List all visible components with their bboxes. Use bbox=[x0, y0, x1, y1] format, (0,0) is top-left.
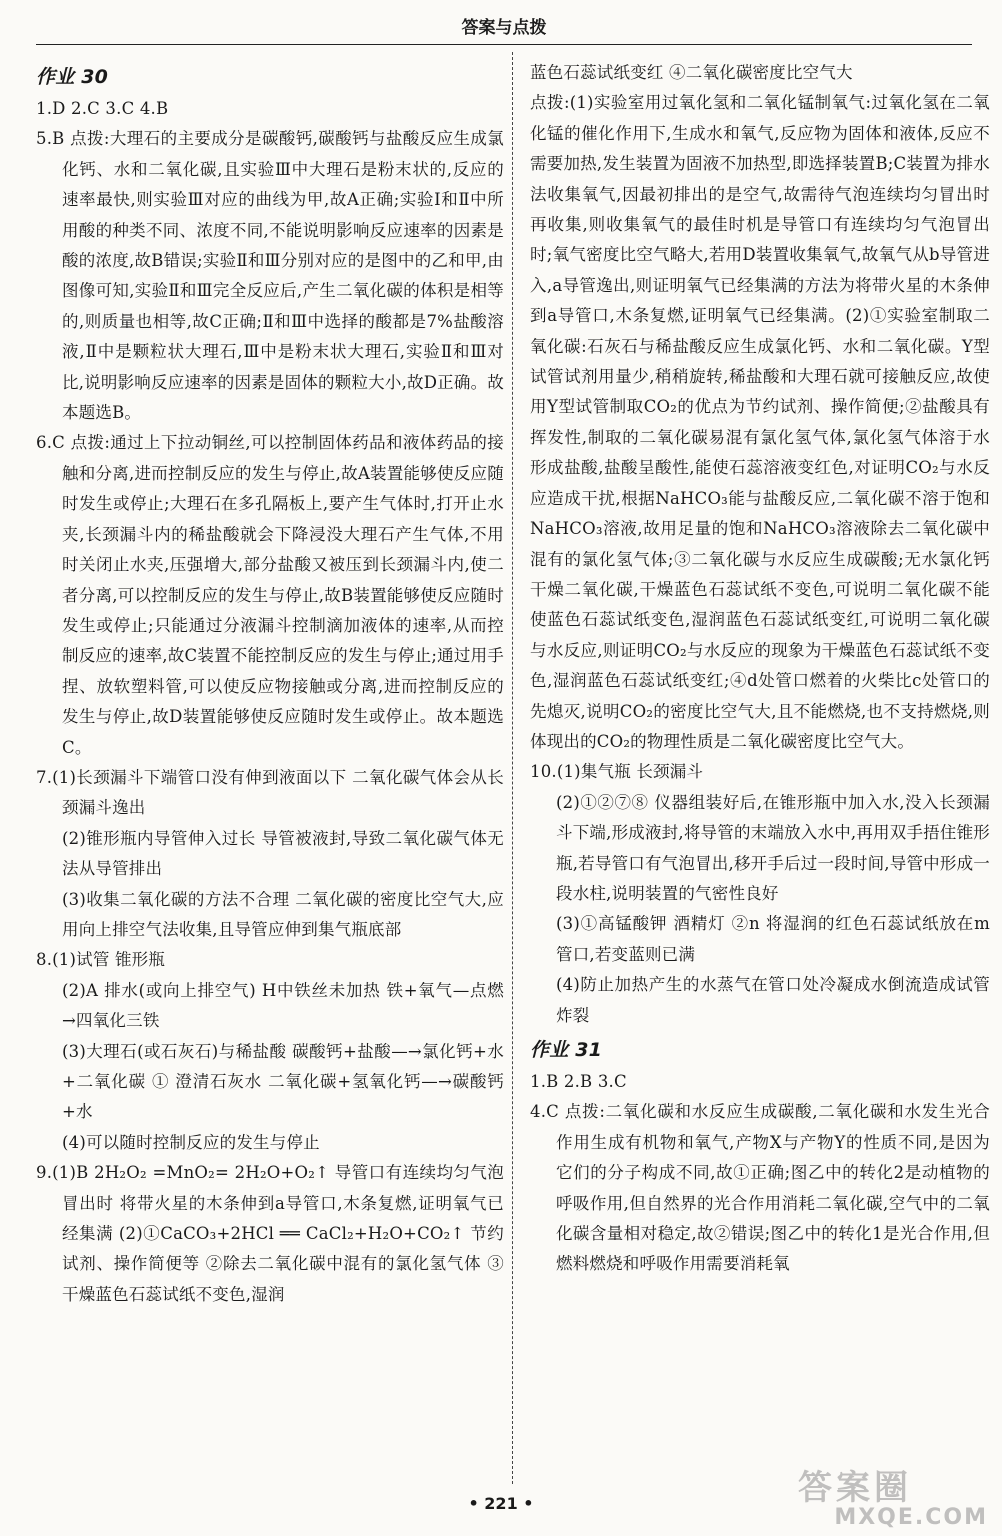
answer-subitem: (4)防止加热产生的水蒸气在管口处冷凝成水倒流造成试管炸裂 bbox=[556, 975, 990, 1025]
page-number: • 221 • bbox=[468, 1494, 534, 1513]
answer-paragraph: 蓝色石蕊试纸变红 ④二氧化碳密度比空气大 bbox=[530, 63, 853, 82]
header-title: 答案与点拨 bbox=[461, 18, 547, 38]
answer-subitem: (4)可以随时控制反应的发生与停止 bbox=[62, 1132, 320, 1152]
answer-paragraph: 1.D 2.C 3.C 4.B bbox=[36, 99, 169, 118]
section-heading: 作业 30 bbox=[36, 66, 109, 88]
answer-paragraph: 点拨:(1)实验室用过氧化氢和二氧化锰制氧气:过氧化氢在二氧化锰的催化作用下,生成水和氧气,反应物为固体和液体,反应不需要加热,发生装置为固液不加热型,即选择装置B;C装置为排水法收集氧气,因最初排出的是空气,故需待气泡连续均匀冒出时再收集,则收集氧气的最佳时机是导管口有连续均匀气泡冒出时;氧气密度比空气略大,若用D装置收集氧气,故氧气从b导管进入,a导管逸出,则证明氧气已经集满的方法为将带火星的木条伸到a导管口,木条复燃,证明氧气已经集满。(2)①实验室制取二氧化碳:石灰石与稀盐酸反应生成氯化钙、水和二氧化碳。Y型试管试剂用量少,稍稍旋转,稀盐酸和大理石就可接触反应,故使用Y型试管制取CO₂的优点为节约试剂、操作简便;②盐酸具有挥发性,制取的二氧化碳易混有氯化氢气体,氯化氢气体溶于水形成盐酸,盐酸呈酸性,能使石蕊溶液变红色,对证明CO₂与水反应造成干扰,根据NaHCO₃能与盐酸反应,二氧化碳不溶于饱和NaHCO₃溶液,故用足量的饱和NaHCO₃溶液除去二氧化碳中混有的氯化氢气体;③二氧化碳与水反应生成碳酸;无水氯化钙干燥二氧化碳,干燥蓝色石蕊试纸不变色,可说明二氧化碳不能使蓝色石蕊试纸变色,湿润蓝色石蕊试纸变红,可说明二氧化碳与水反应,则证明CO₂与水反应的现象为干燥蓝色石蕊试纸不变色,湿润蓝色石蕊试纸变红;④d处管口燃着的火柴比c处管口的先熄灭,说明CO₂的密度比空气大,且不能燃烧,也不支持燃烧,则体现出的CO₂的物理性质是二氧化碳密度比空气大。 bbox=[530, 93, 990, 751]
answer-subitem: (2)A 排水(或向上排空气) H中铁丝未加热 铁+氧气—点燃→四氧化三铁 bbox=[62, 980, 504, 1031]
answer-item: 10.(1)集气瓶 长颈漏斗 bbox=[530, 762, 704, 782]
answer-item: 8.(1)试管 锥形瓶 bbox=[36, 950, 166, 970]
left-column bbox=[36, 58, 504, 1310]
watermark-cn: 答案圈 bbox=[798, 1468, 912, 1508]
answer-item: 7.(1)长颈漏斗下端管口没有伸到液面以下 二氧化碳气体会从长颈漏斗逸出 bbox=[36, 767, 504, 818]
watermark-en: MXQE.COM bbox=[834, 1505, 988, 1530]
answer-subitem: (3)①高锰酸钾 酒精灯 ②n 将湿润的红色石蕊试纸放在m管口,若变蓝则已满 bbox=[556, 914, 990, 964]
answer-subitem: (3)大理石(或石灰石)与稀盐酸 碳酸钙+盐酸—→氯化钙+水+二氧化碳 ① 澄清石灰水 二氧化碳+氢氧化钙—→碳酸钙+水 bbox=[62, 1041, 504, 1122]
answer-paragraph: 1.B 2.B 3.C bbox=[530, 1072, 627, 1091]
page-header bbox=[36, 14, 972, 45]
answer-item: 4.C 点拨:二氧化碳和水反应生成碳酸,二氧化碳和水发生光合作用生成有机物和氧气,产物X与产物Y的性质不同,是因为它们的分子构成不同,故①正确;图乙中的转化2是动植物的呼吸作用,但自然界的光合作用消耗二氧化碳,空气中的二氧化碳含量相对稳定,故②错误;图乙中的转化1是光合作用,但燃料燃烧和呼吸作用需要消耗氧 bbox=[530, 1102, 990, 1274]
answer-subitem: (3)收集二氧化碳的方法不合理 二氧化碳的密度比空气大,应用向上排空气法收集,且导管应伸到集气瓶底部 bbox=[62, 889, 504, 939]
answer-subitem: (2)①②⑦⑧ 仪器组装好后,在锥形瓶中加入水,没入长颈漏斗下端,形成液封,将导管的末端放入水中,再用双手捂住锥形瓶,若导管口有气泡冒出,移开手后过一段时间,导管中形成一段水柱,说明装置的气密性良好 bbox=[556, 792, 990, 903]
answer-subitem: (2)锥形瓶内导管伸入过长 导管被液封,导致二氧化碳气体无法从导管排出 bbox=[62, 828, 504, 879]
column-divider bbox=[512, 52, 513, 1484]
right-column bbox=[530, 58, 990, 1280]
watermark bbox=[798, 1470, 988, 1530]
answer-item: 5.B 点拨:大理石的主要成分是碳酸钙,碳酸钙与盐酸反应生成氯化钙、水和二氧化碳,且实验Ⅲ中大理石是粉末状的,反应的速率最快,则实验Ⅲ对应的曲线为甲,故A正确;实验Ⅰ和Ⅱ中所用酸的种类不同、浓度不同,不能说明影响反应速率的因素是酸的浓度,故B错误;实验Ⅱ和Ⅲ分别对应的是图中的乙和甲,由图像可知,实验Ⅱ和Ⅲ完全反应后,产生二氧化碳的体积是相等的,则质量也相等,故C正确;Ⅱ和Ⅲ中选择的酸都是7%盐酸溶液,Ⅱ中是颗粒状大理石,Ⅲ中是粉末状大理石,实验Ⅱ和Ⅲ对比,说明影响反应速率的因素是固体的颗粒大小,故D正确。故本题选B。 bbox=[36, 129, 504, 423]
answer-item: 9.(1)B 2H₂O₂ =MnO₂= 2H₂O+O₂↑ 导管口有连续均匀气泡冒出时 将带火星的木条伸到a导管口,木条复燃,证明氧气已经集满 (2)①CaCO₃+2HCl ══ CaCl₂+H₂O+CO₂↑ 节约试剂、操作简便等 ②除去二氧化碳中混有的氯化氢气体 ③干燥蓝色石蕊试纸不变色,湿润 bbox=[36, 1163, 504, 1304]
section-heading: 作业 31 bbox=[530, 1039, 603, 1061]
answer-item: 6.C 点拨:通过上下拉动铜丝,可以控制固体药品和液体药品的接触和分离,进而控制反应的发生与停止,故A装置能够使反应随时发生或停止;大理石在多孔隔板上,要产生气体时,打开止水夹,长颈漏斗内的稀盐酸就会下降浸没大理石产生气体,不用时关闭止水夹,压强增大,部分盐酸又被压到长颈漏斗内,使二者分离,可以控制反应的发生与停止,故B装置能够使反应随时发生或停止;只能通过分液漏斗控制滴加液体的速率,从而控制反应的速率,故C装置不能控制反应的发生与停止;通过用手捏、放软塑料管,可以使反应物接触或分离,进而控制反应的发生与停止,故D装置能够使反应随时发生或停止。故本题选C。 bbox=[36, 433, 504, 757]
